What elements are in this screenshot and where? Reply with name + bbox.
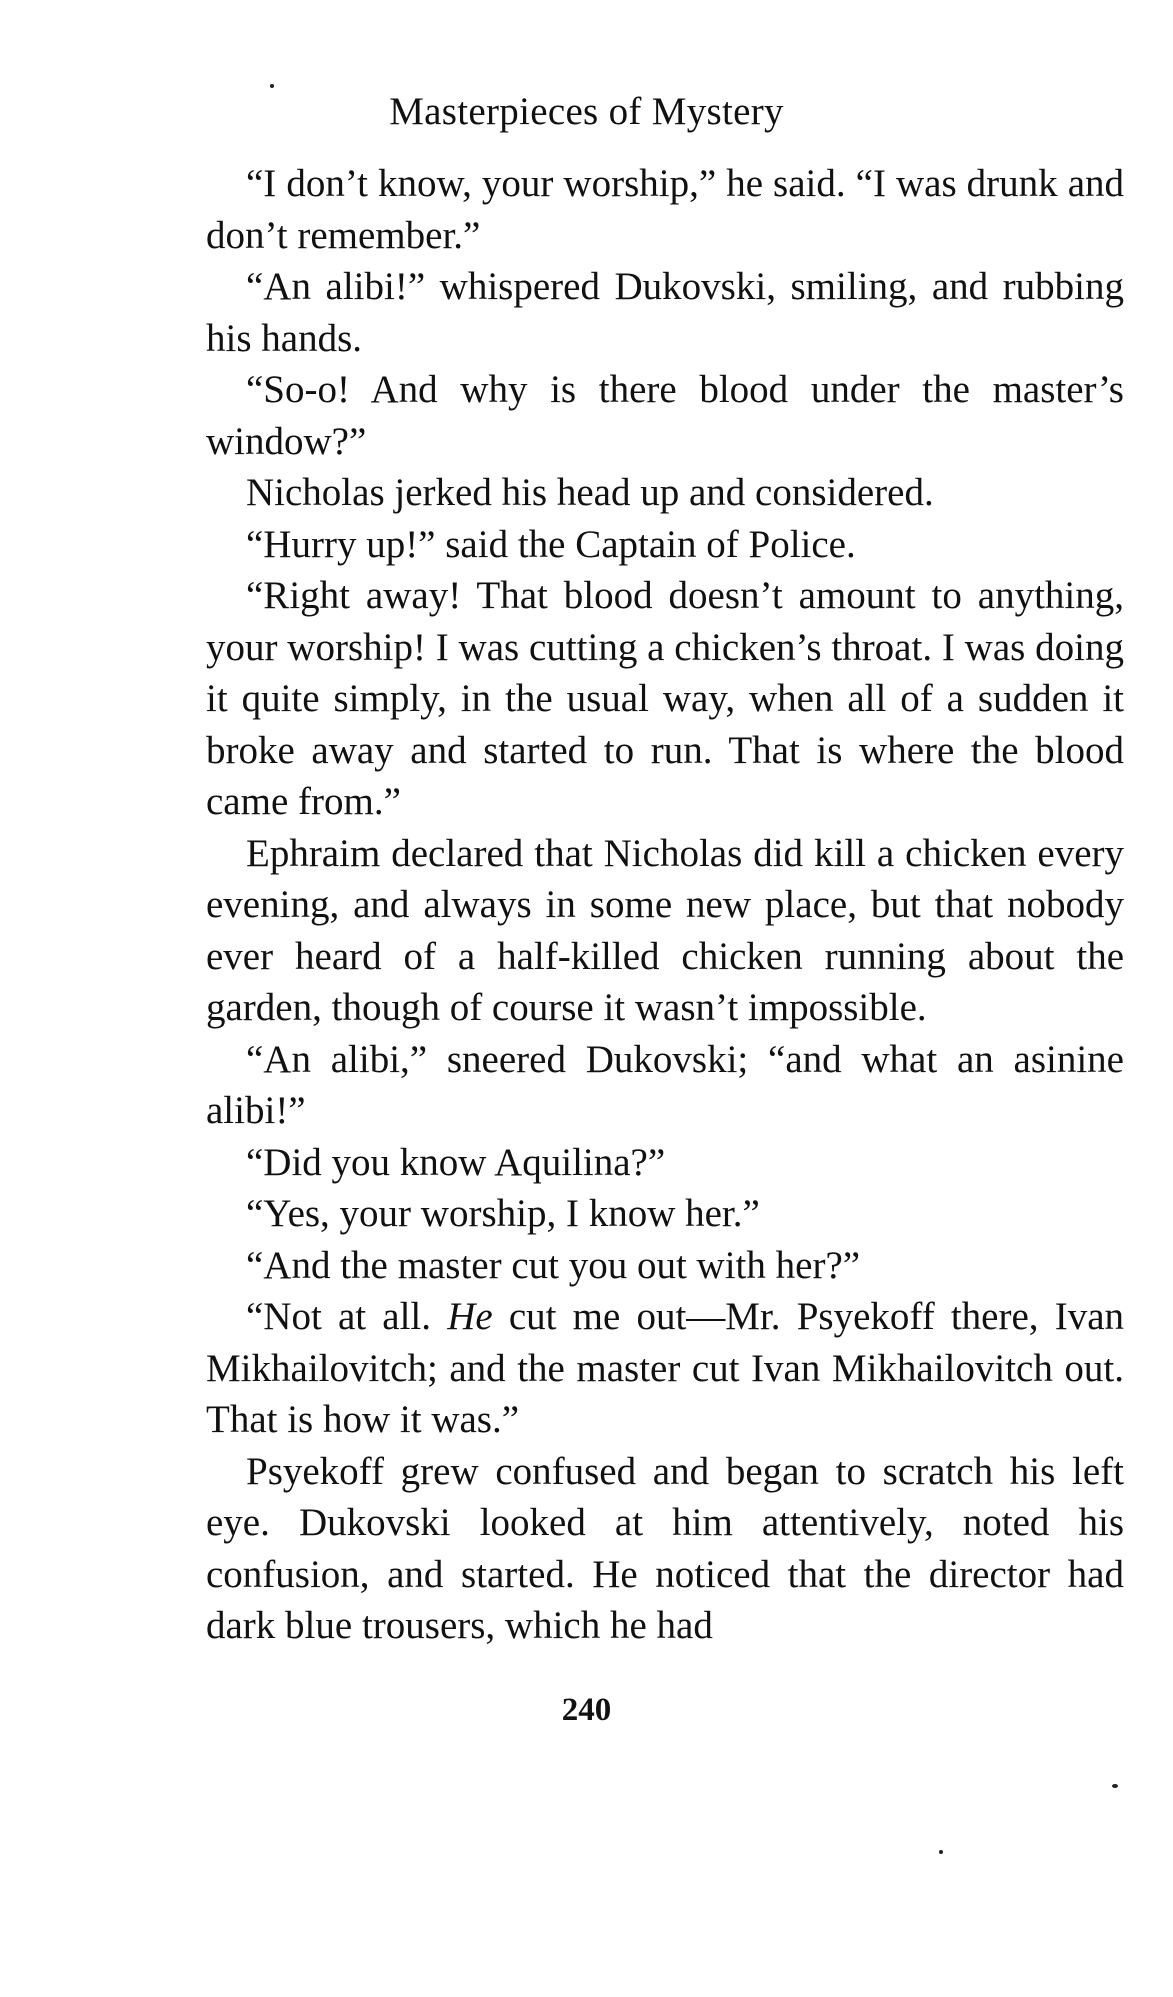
paragraph-9: “Did you know Aquilina?”: [246, 1140, 666, 1184]
paragraph-3: “So-o! And why is there blood under the master’s window?”: [206, 368, 1124, 463]
paragraph-10: “Yes, your worship, I know her.”: [246, 1192, 760, 1235]
print-speck: [1112, 1784, 1118, 1788]
paragraph-1: “I don’t know, your worship,” he said. “I was drunk and don’t remember.”: [206, 162, 1124, 257]
paragraph-13: Psyekoff grew confused and began to scratch his left eye. Dukovski looked at him attentively, noted his confusion, and started. He noticed that the director had dark blue trousers, which he had: [206, 1449, 1124, 1647]
page-number: 240: [561, 1692, 612, 1728]
paragraph-12: [206, 1291, 1124, 1446]
paragraph-12-emphasis: He: [447, 1295, 493, 1338]
print-speck: [939, 1850, 943, 1854]
running-head: Masterpieces of Mystery: [389, 90, 784, 133]
paragraph-8: “An alibi,” sneered Dukovski; “and what an asinine alibi!”: [206, 1037, 1124, 1132]
paragraph-11: “And the master cut you out with her?”: [246, 1243, 861, 1287]
paragraph-12-start: “Not at all.: [246, 1295, 448, 1338]
paragraph-7: Ephraim declared that Nicholas did kill a chicken every evening, and always in some new place, but that nobody ever heard of a half-killed chicken running about the garden, though of course it wasn’t impossible.: [206, 831, 1124, 1029]
paragraph-4: Nicholas jerked his head up and considered.: [246, 471, 934, 514]
paragraph-2: “An alibi!” whispered Dukovski, smiling, and rubbing his hands.: [206, 265, 1124, 360]
paragraph-5: “Hurry up!” said the Captain of Police.: [246, 522, 856, 566]
paragraph-12-end: cut me out—Mr. Psyekoff there, Ivan Mikhailovitch; and the master cut Ivan Mikhailovitch out. That is how it was.”: [206, 1295, 1124, 1441]
body-text: [206, 158, 1124, 1652]
paragraph-6: “Right away! That blood doesn’t amount to anything, your worship! I was cutting a chicken’s throat. I was doing it quite simply, in the usual way, when all of a sudden it broke away and started to run. That is where the blood came from.”: [206, 574, 1124, 823]
